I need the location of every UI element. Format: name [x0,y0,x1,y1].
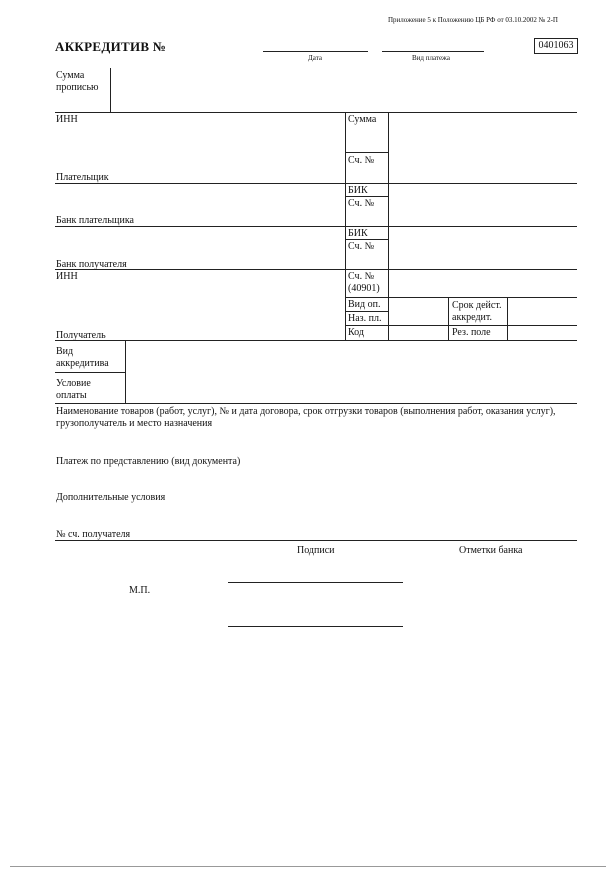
amount-label: Сумма [348,114,377,125]
appendix-note: Приложение 5 к Положению ЦБ РФ от 03.10.2002 № 2-П [388,16,558,24]
column-divider-4 [507,297,508,340]
amount-words-label: Сумма прописью [56,70,99,93]
date-label: Дата [308,54,322,62]
rule-receiver-bank-bottom [55,269,577,270]
validity-label-2: аккредит. [452,312,493,323]
reserve-label: Рез. поле [452,327,491,338]
rule-payer-bottom [55,183,577,184]
document-title: АККРЕДИТИВ № [55,39,167,54]
payer-bank-label: Банк плательщика [56,215,134,226]
rule-credit-type [55,372,125,373]
rule-op-type [345,311,388,312]
op-type-label: Вид оп. [348,299,381,310]
code-label: Код [348,327,364,338]
receiver-bank-label: Банк получателя [56,259,127,270]
payment-condition-label-2: оплаты [56,390,87,401]
rule-account-bottom [55,540,577,541]
credit-type-label-1: Вид [56,346,74,357]
account4-label: Сч. № [348,271,375,282]
signature-line-1[interactable] [228,582,403,583]
account4-value: (40901) [348,283,380,294]
goods-description: Наименование товаров (работ, услуг), № и дата договора, срок отгрузки товаров (выполнения работ, оказания услуг), грузополучатель и место назначения [56,406,556,429]
column-divider-3 [448,297,449,340]
bank-marks-label: Отметки банка [459,545,523,556]
rule-amount-cell [345,152,388,153]
form-code-box: 0401063 [534,38,578,54]
scan-edge-line [10,866,606,867]
account3-label: Сч. № [348,241,375,252]
payment-on-presentation: Платеж по представлению (вид документа) [56,456,241,467]
rule-bik2 [345,239,388,240]
bik-label: БИК [348,185,368,196]
payment-type-label: Вид платежа [412,54,451,62]
inn-label: ИНН [56,114,78,125]
payment-condition-label-1: Условие [56,378,91,389]
rule-bik [345,196,388,197]
account-label: Сч. № [348,155,375,166]
rule-amount-bottom [55,112,577,113]
date-field-line[interactable] [263,51,368,52]
receiver-label: Получатель [56,330,106,341]
rule-condition-bottom [55,403,577,404]
rule-code-top [345,325,577,326]
additional-terms: Дополнительные условия [56,492,166,503]
payment-type-field-line[interactable] [382,51,484,52]
bik2-label: БИК [348,228,368,239]
payer-label: Плательщик [56,172,109,183]
signatures-label: Подписи [297,545,335,556]
credit-type-label-2: аккредитива [56,358,109,369]
receiver-account-label: № сч. получателя [56,529,131,540]
credit-type-divider [125,340,126,403]
account2-label: Сч. № [348,198,375,209]
amount-words-divider [110,68,111,112]
rule-op-top [345,297,577,298]
validity-label-1: Срок дейст. [452,300,502,311]
pay-purpose-label: Наз. пл. [348,313,382,324]
rule-payer-bank-bottom [55,226,577,227]
signature-line-2[interactable] [228,626,403,627]
stamp-label: М.П. [129,585,151,596]
inn2-label: ИНН [56,271,78,282]
rule-receiver-bottom [55,340,577,341]
